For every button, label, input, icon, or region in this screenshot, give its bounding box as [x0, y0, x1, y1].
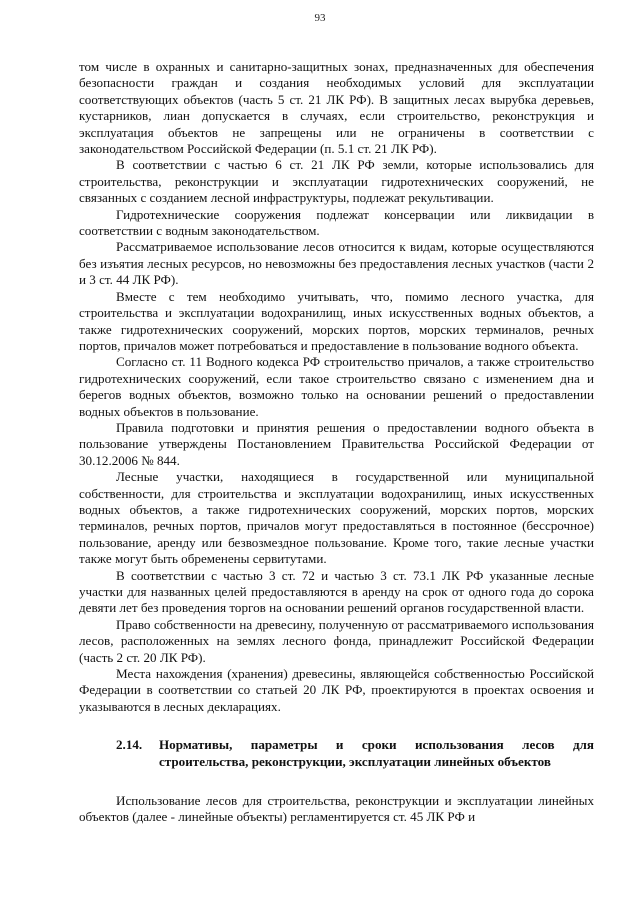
- section-number: 2.14.: [116, 737, 143, 753]
- paragraph: Согласно ст. 11 Водного кодекса РФ строительство причалов, а также строительство гидротехнических сооружений, если такое строительство связано с изменением дна и берегов водных объектов, возможно только на основании решений о предоставлении водных объектов в пользование.: [79, 354, 594, 419]
- paragraph: Право собственности на древесину, полученную от рассматриваемого использования лесов, расположенных на землях лесного фонда, принадлежит Российской Федерации (часть 2 ст. 20 ЛК РФ).: [79, 616, 594, 665]
- paragraph: Правила подготовки и принятия решения о предоставлении водного объекта в пользование утверждены Постановлением Правительства Российской Федерации от 30.12.2006 № 844.: [79, 419, 594, 468]
- paragraph: В соответствии с частью 3 ст. 72 и частью 3 ст. 73.1 ЛК РФ указанные лесные участки для названных целей предоставляются в аренду на срок от одного года до сорока девяти лет без проведения торгов на основании решений органов государственной власти.: [79, 567, 594, 616]
- section-title: Нормативы, параметры и сроки использования лесов для строительства, реконструкции, эксплуатации линейных объектов: [159, 737, 594, 769]
- body-text: [79, 59, 594, 826]
- paragraph: Гидротехнические сооружения подлежат консервации или ликвидации в соответствии с водным законодательством.: [79, 206, 594, 239]
- paragraph: В соответствии с частью 6 ст. 21 ЛК РФ земли, которые использовались для строительства, реконструкции и эксплуатации гидротехнических сооружений, не связанных с созданием лесной инфраструктуры, подлежат рекультивации.: [79, 157, 594, 206]
- paragraph: Лесные участки, находящиеся в государственной или муниципальной собственности, для строительства и эксплуатации водохранилищ, иных искусственных водных объектов, а также гидротехнических сооружений, морских портов, морских терминалов, речных портов, причалов могут предоставляться в постоянное (бессрочное) пользование, аренду или безвозмездное пользование. Кроме того, такие лесные участки также могут быть обременены сервитутами.: [79, 469, 594, 567]
- section-heading: [79, 737, 594, 770]
- paragraph: Рассматриваемое использование лесов относится к видам, которые осуществляются без изъятия лесных ресурсов, но невозможны без предоставления лесных участков (части 2 и 3 ст. 44 ЛК РФ).: [79, 239, 594, 288]
- paragraph: Места нахождения (хранения) древесины, являющейся собственностью Российской Федерации в соответствии со статьей 20 ЛК РФ, проектируются в проектах освоения и указываются в лесных декларациях.: [79, 666, 594, 714]
- paragraph: том числе в охранных и санитарно-защитных зонах, предназначенных для обеспечения безопасности граждан и создания необходимых условий для эксплуатации соответствующих объектов (часть 5 ст. 21 ЛК РФ). В защитных лесах вырубка деревьев, кустарников, лиан допускается в случаях, если строительство, реконструкция и эксплуатация объектов не запрещены или не ограничены в соответствии с законодательством Российской Федерации (п. 5.1 ст. 21 ЛК РФ).: [79, 59, 594, 157]
- page-number: 93: [314, 12, 326, 24]
- paragraph: Вместе с тем необходимо учитывать, что, помимо лесного участка, для строительства и эксплуатации водохранилищ, иных искусственных водных объектов, а также гидротехнических сооружений, морских портов, морских терминалов, речных портов, причалов может потребоваться и предоставление в пользование водного объекта.: [79, 288, 594, 353]
- closing-paragraph: Использование лесов для строительства, реконструкции и эксплуатации линейных объектов (далее - линейные объекты) регламентируется ст. 45 ЛК РФ и: [79, 793, 594, 825]
